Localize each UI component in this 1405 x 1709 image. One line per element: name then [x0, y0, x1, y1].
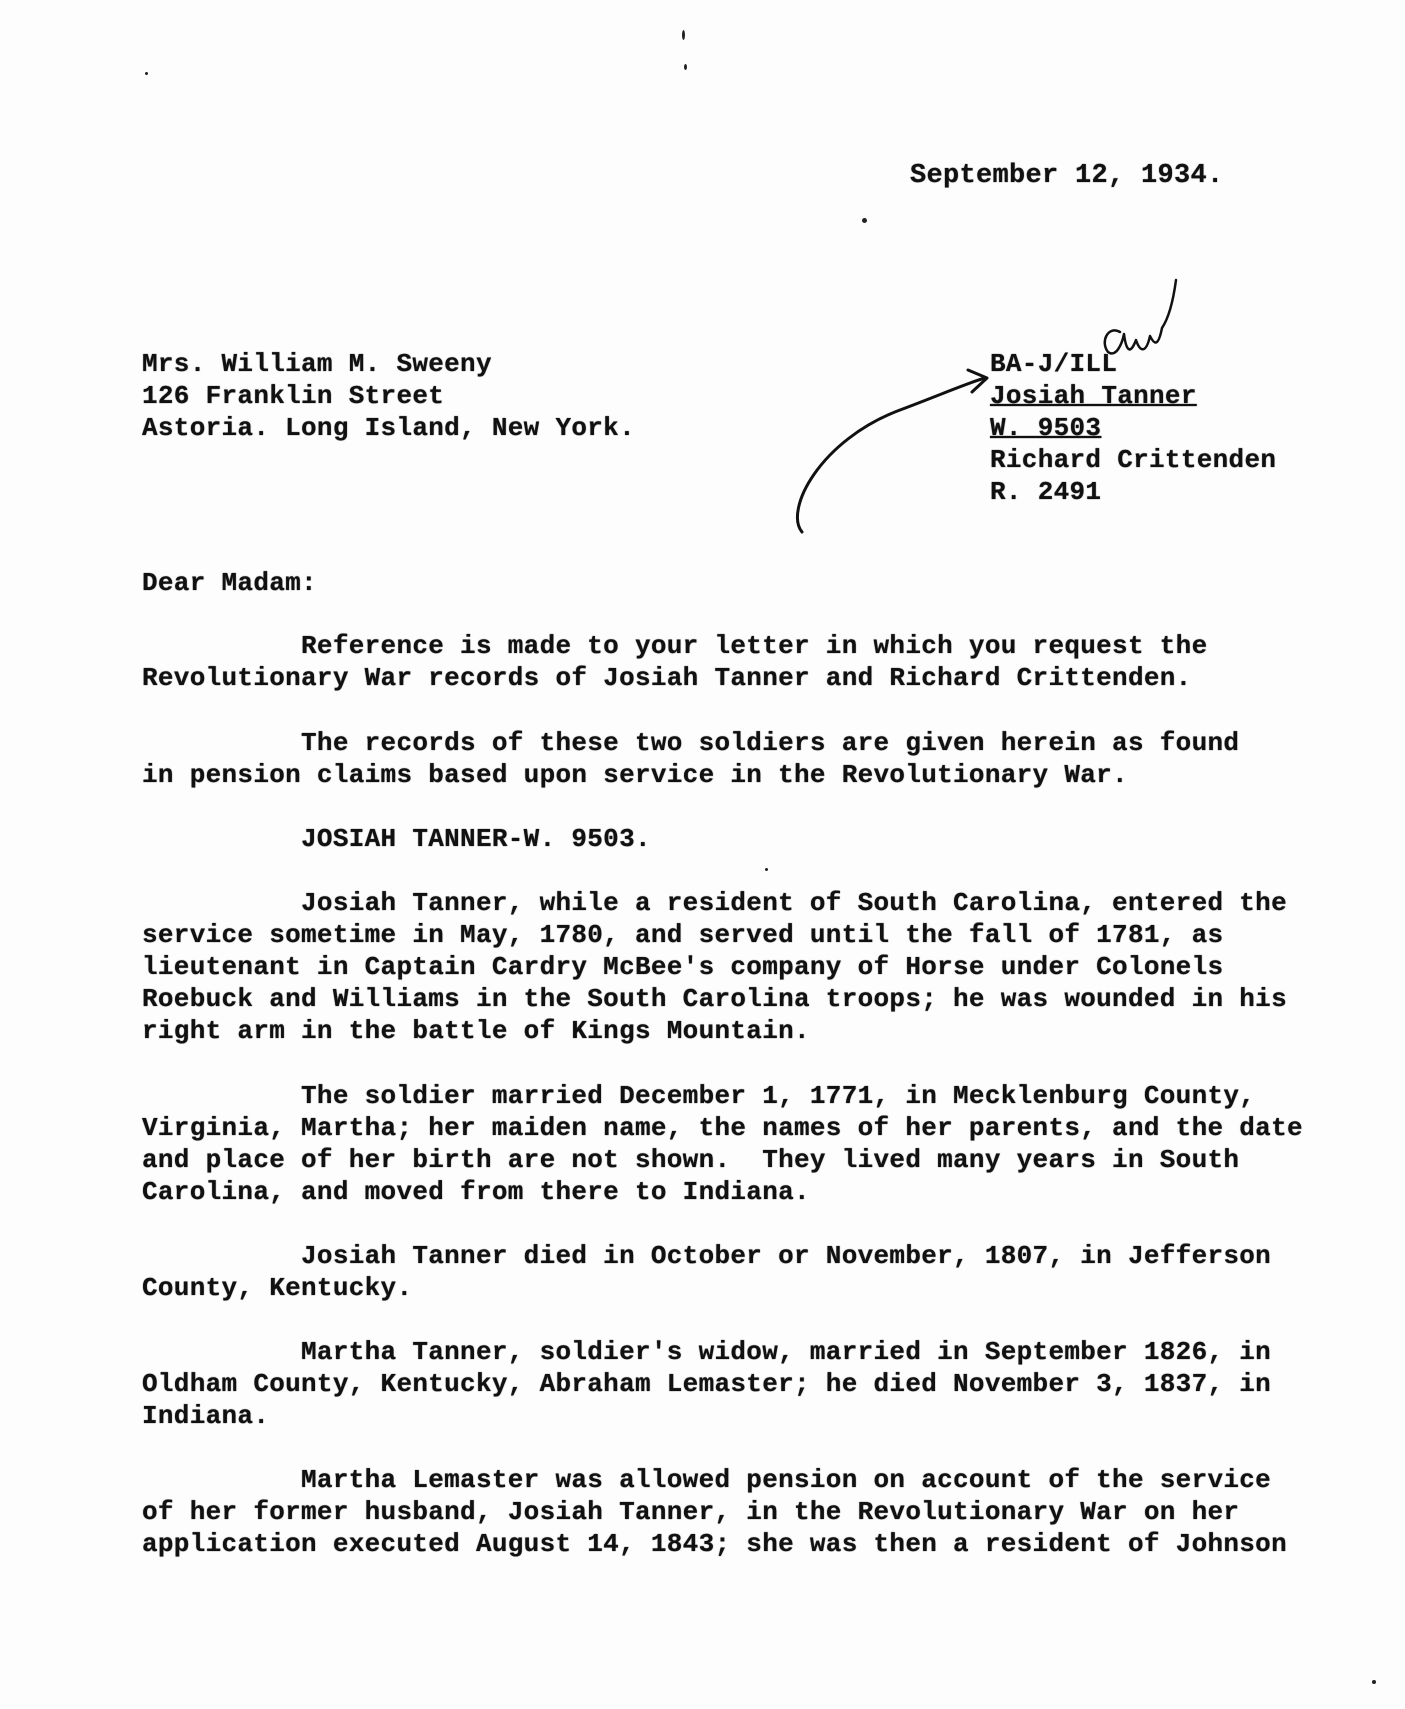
letter-date: September 12, 1934.	[910, 161, 1224, 191]
paragraph-6-line-2: County, Kentucky.	[142, 1273, 413, 1303]
paragraph-4-line-3: lieutenant in Captain Cardry McBee's company of Horse under Colonels	[142, 952, 1224, 982]
paragraph-4-line-1: Josiah Tanner, while a resident of South Carolina, entered the	[142, 888, 1287, 918]
paragraph-4-line-5: right arm in the battle of Kings Mountain.	[142, 1016, 810, 1046]
file-code: BA-J/ILL	[990, 349, 1118, 379]
addressee-name: Mrs. William M. Sweeny	[142, 349, 492, 379]
reference-soldier-2-number: R. 2491	[990, 477, 1102, 507]
paragraph-1-line-2: Revolutionary War records of Josiah Tanner and Richard Crittenden.	[142, 663, 1192, 693]
paragraph-5-line-1: The soldier married December 1, 1771, in Mecklenburg County,	[142, 1081, 1256, 1111]
paragraph-7-line-2: Oldham County, Kentucky, Abraham Lemaster; he died November 3, 1837, in	[142, 1369, 1272, 1399]
paragraph-5-line-4: Carolina, and moved from there to Indiana.	[142, 1177, 810, 1207]
paragraph-7-line-1: Martha Tanner, soldier's widow, married in September 1826, in	[142, 1337, 1272, 1367]
paragraph-2-line-1: The records of these two soldiers are given herein as found	[142, 728, 1240, 758]
scan-speck	[145, 72, 148, 75]
addressee-street: 126 Franklin Street	[142, 381, 445, 411]
paragraph-4-line-4: Roebuck and Williams in the South Carolina troops; he was wounded in his	[142, 984, 1287, 1014]
paragraph-8-line-3: application executed August 14, 1843; she was then a resident of Johnson	[142, 1529, 1287, 1559]
paragraph-8-line-2: of her former husband, Josiah Tanner, in the Revolutionary War on her	[142, 1497, 1240, 1527]
section-heading-josiah-tanner: JOSIAH TANNER-W. 9503.	[142, 824, 651, 854]
handwritten-arrow-annotation	[790, 270, 1210, 550]
scan-speck	[682, 30, 685, 40]
paragraph-5-line-2: Virginia, Martha; her maiden name, the names of her parents, and the date	[142, 1113, 1303, 1143]
scan-speck	[1372, 1680, 1376, 1684]
scan-speck	[765, 868, 768, 871]
paragraph-8-line-1: Martha Lemaster was allowed pension on account of the service	[142, 1465, 1272, 1495]
salutation: Dear Madam:	[142, 568, 317, 598]
reference-soldier-1-number: W. 9503	[990, 413, 1102, 443]
scan-speck	[684, 64, 687, 70]
paragraph-7-line-3: Indiana.	[142, 1401, 270, 1431]
paragraph-5-line-3: and place of her birth are not shown. They lived many years in South	[142, 1145, 1240, 1175]
paragraph-4-line-2: service sometime in May, 1780, and served until the fall of 1781, as	[142, 920, 1224, 950]
paragraph-1-line-1: Reference is made to your letter in which you request the	[142, 631, 1208, 661]
scan-speck	[862, 218, 867, 223]
reference-soldier-2-name: Richard Crittenden	[990, 445, 1277, 475]
reference-soldier-1-name: Josiah Tanner	[990, 381, 1197, 411]
addressee-city: Astoria. Long Island, New York.	[142, 413, 635, 443]
paragraph-6-line-1: Josiah Tanner died in October or November, 1807, in Jefferson	[142, 1241, 1272, 1271]
paragraph-2-line-2: in pension claims based upon service in the Revolutionary War.	[142, 760, 1128, 790]
